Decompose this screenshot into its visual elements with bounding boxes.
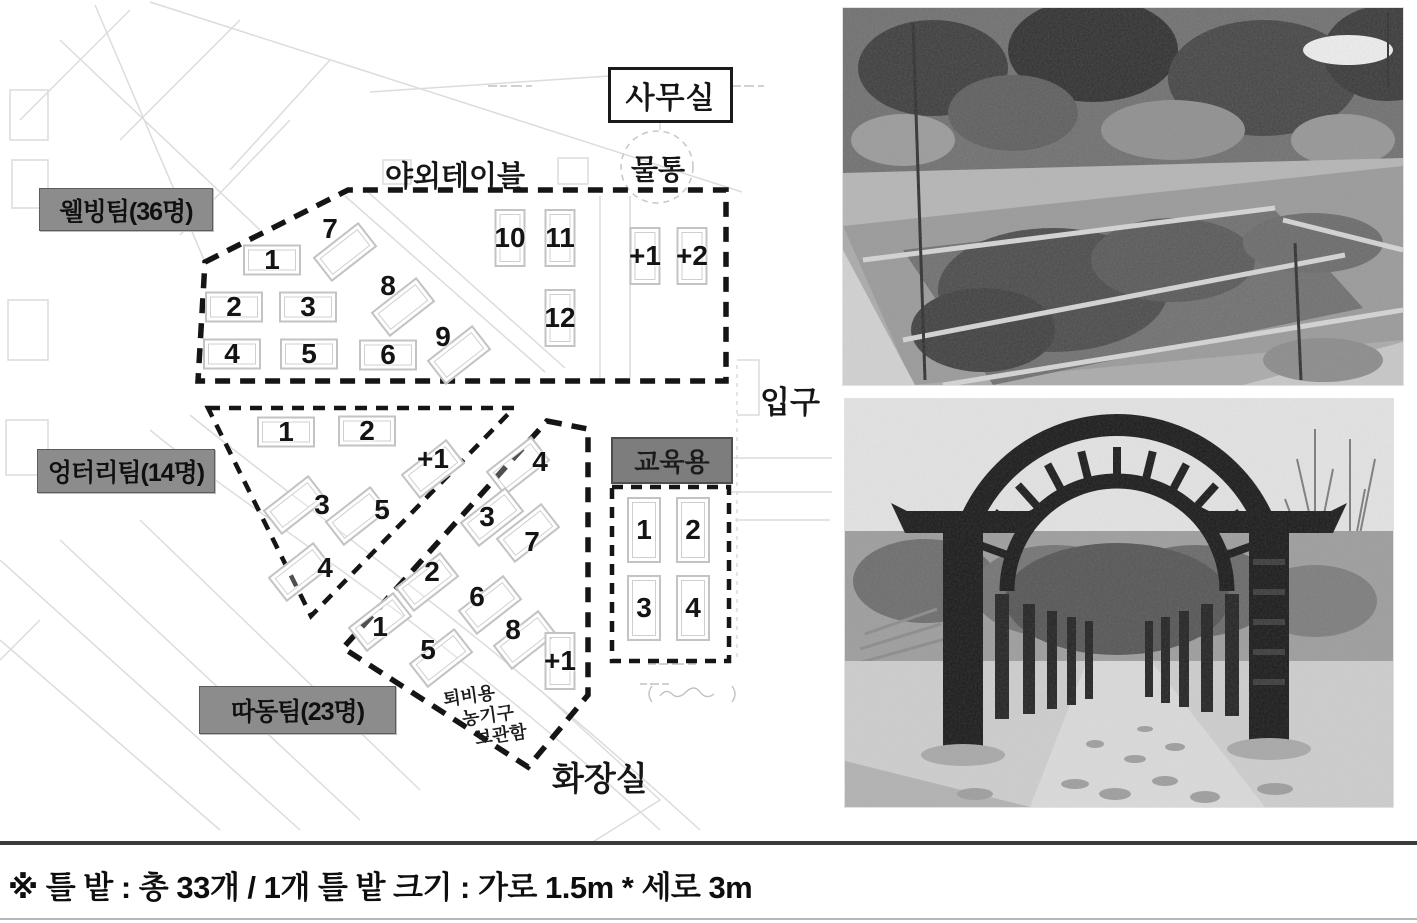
plot-number: 8 xyxy=(505,614,521,645)
water-tank-label: 물통 xyxy=(630,154,686,185)
plot-number: 8 xyxy=(380,270,396,301)
plot-number: 5 xyxy=(374,494,390,525)
team-label-eongteori: 엉터리팀(14명) xyxy=(37,449,215,493)
plot-number: 12 xyxy=(544,302,576,333)
plot-number: 2 xyxy=(685,514,701,545)
plot-number: 7 xyxy=(524,526,540,557)
plot-number: 4 xyxy=(317,552,333,583)
plot-number: 6 xyxy=(469,581,485,612)
plot-number: 3 xyxy=(300,291,316,322)
plot-number: +1 xyxy=(629,240,661,271)
plot-number: 4 xyxy=(532,446,548,477)
storage-note-line: 농기구 xyxy=(460,701,516,729)
bottom-edge-line xyxy=(0,918,1417,920)
toilet-label: 화장실 xyxy=(552,760,648,797)
outdoor-table-label: 야외테이블 xyxy=(385,161,526,193)
plot-number: +1 xyxy=(417,443,449,474)
plot-number: 4 xyxy=(224,338,240,369)
plot-number: 2 xyxy=(424,556,440,587)
plot-number: 1 xyxy=(278,416,294,447)
plot-number: 9 xyxy=(435,321,451,352)
plot-number: 3 xyxy=(479,501,495,532)
plot-number: 2 xyxy=(359,415,375,446)
team-label-wellbeing: 웰빙팀(36명) xyxy=(39,188,213,231)
caption-text: ※ 틀 밭 : 총 33개 / 1개 틀 밭 크기 : 가로 1.5m * 세로 3m xyxy=(8,870,753,905)
education-label: 교육용 xyxy=(611,437,733,484)
plot-number: 1 xyxy=(372,611,388,642)
plot-number: +1 xyxy=(544,645,576,676)
plot-number: +2 xyxy=(676,240,708,271)
garden-photo-art xyxy=(843,8,1403,385)
pergola-arch-photo xyxy=(845,399,1393,807)
plot-number: 1 xyxy=(264,244,280,275)
plot-number: 5 xyxy=(420,634,436,665)
storage-note-line: 퇴비용 xyxy=(441,682,497,710)
entrance-label: 입구 xyxy=(760,385,820,420)
storage-note-line: 보관함 xyxy=(473,721,529,749)
garden-beds-photo xyxy=(843,8,1403,385)
plot-number: 6 xyxy=(380,339,396,370)
plot-number: 5 xyxy=(301,338,317,369)
office-label: 사무실 xyxy=(608,67,733,123)
pergola-photo-art xyxy=(845,399,1393,807)
compost-storage-note xyxy=(442,679,528,754)
team-label-ttadong: 따동팀(23명) xyxy=(199,686,396,734)
plot-number: 2 xyxy=(226,291,242,322)
plot-number: 4 xyxy=(685,592,701,623)
plot-number: 3 xyxy=(636,592,652,623)
caption-divider xyxy=(0,841,1417,845)
background-streets xyxy=(0,2,832,845)
plot-number: 1 xyxy=(636,514,652,545)
plot-number: 3 xyxy=(314,489,330,520)
plot-number: 11 xyxy=(545,222,575,253)
plot-number: 10 xyxy=(494,222,526,253)
plot-number: 7 xyxy=(322,213,338,244)
